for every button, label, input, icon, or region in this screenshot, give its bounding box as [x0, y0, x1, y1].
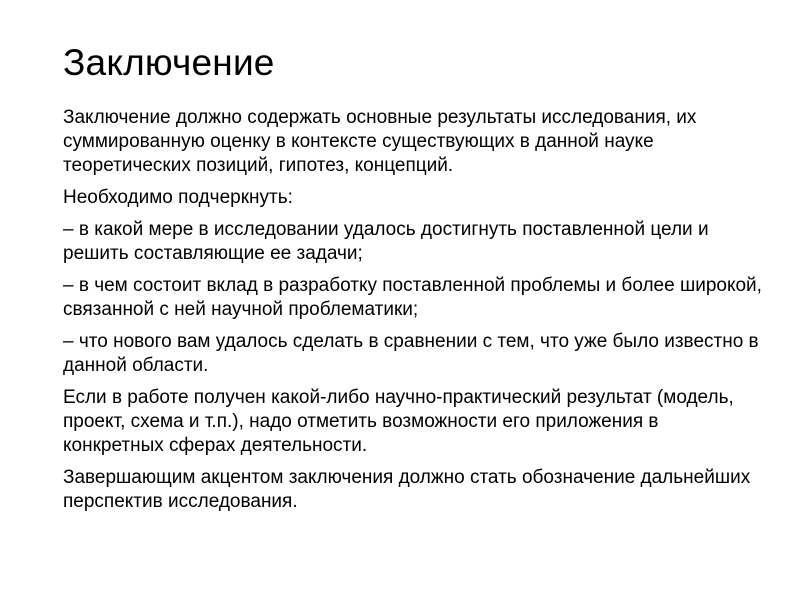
paragraph-point-novelty: – что нового вам удалось сделать в сравнении с тем, что уже было известно в данной области.: [63, 331, 759, 376]
paragraph-intro: Заключение должно содержать основные результаты исследования, их суммированную оценку в контексте существующих в данной науке теоретических позиций, гипотез, концепций.: [63, 107, 697, 176]
paragraph-perspectives: Завершающим акцентом заключения должно стать обозначение дальнейших перспектив исследования.: [63, 467, 751, 512]
paragraph-practical-result: Если в работе получен какой-либо научно-практический результат (модель, проект, схема и т.п.), надо отметить возможности его приложения в конкретных сферах деятельности.: [63, 387, 734, 456]
slide-body: [63, 106, 763, 522]
slide-title: Заключение: [63, 42, 275, 83]
paragraph-point-contribution: – в чем состоит вклад в разработку поставленной проблемы и более широкой, связанной с ней научной проблематики;: [63, 275, 762, 320]
paragraph-point-goal: – в какой мере в исследовании удалось достигнуть поставленной цели и решить составляющие ее задачи;: [63, 219, 709, 264]
paragraph-emphasis: Необходимо подчеркнуть:: [63, 187, 293, 208]
